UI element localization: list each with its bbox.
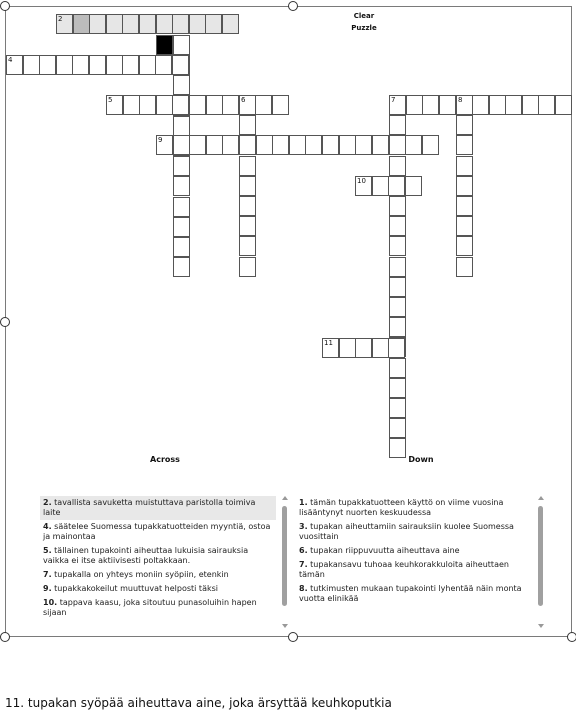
scroll-down-icon[interactable] <box>282 624 288 628</box>
grid-cell[interactable] <box>206 135 223 155</box>
grid-cell[interactable] <box>239 135 256 155</box>
grid-cell[interactable] <box>456 95 473 115</box>
grid-cell[interactable] <box>205 14 222 34</box>
grid-cell[interactable] <box>389 277 406 297</box>
clue-number: 10. <box>43 598 58 607</box>
grid-cell[interactable] <box>139 14 156 34</box>
across-clue[interactable] <box>40 544 276 568</box>
cell-number: 9 <box>158 136 163 144</box>
grid-cell[interactable] <box>272 135 289 155</box>
across-clues-panel <box>40 452 290 632</box>
grid-cell[interactable] <box>456 176 473 196</box>
clue-text: tupakalla on yhteys moniin syöpiin, etenkin <box>54 570 229 579</box>
grid-cell[interactable] <box>156 135 173 155</box>
clue-number: 6. <box>299 546 308 555</box>
grid-cell[interactable] <box>372 338 389 358</box>
grid-cell[interactable] <box>456 216 473 236</box>
grid-cell[interactable] <box>173 35 190 55</box>
cell-number: 6 <box>241 96 246 104</box>
across-title: Across <box>150 455 180 464</box>
resize-handle[interactable] <box>567 632 576 642</box>
grid-cell[interactable] <box>155 55 172 75</box>
grid-cell[interactable] <box>456 196 473 216</box>
clue-text: tällainen tupakointi aiheuttaa lukuisia sairauksia vaikka ei itse aktiivisesti poltakkaan. <box>43 546 249 565</box>
grid-cell[interactable] <box>538 95 555 115</box>
grid-cell[interactable] <box>389 115 406 135</box>
grid-cell[interactable] <box>456 115 473 135</box>
clear-label: Clear <box>353 12 375 20</box>
grid-cell[interactable] <box>355 176 372 196</box>
down-clue-list <box>296 496 546 632</box>
clue-text: tappava kaasu, joka sitoutuu punasoluihin hapen sijaan <box>43 598 257 617</box>
grid-cell[interactable] <box>439 95 456 115</box>
grid-cell[interactable] <box>456 156 473 176</box>
across-clue[interactable] <box>40 596 276 620</box>
clue-number: 8. <box>299 584 308 593</box>
clue-number: 7. <box>43 570 52 579</box>
cell-number: 5 <box>108 96 113 104</box>
down-clue[interactable] <box>296 582 532 606</box>
clue-number: 5. <box>43 546 52 555</box>
grid-cell[interactable] <box>422 95 439 115</box>
grid-cell[interactable] <box>156 14 173 34</box>
grid-cell[interactable] <box>355 135 372 155</box>
grid-cell[interactable] <box>405 176 422 196</box>
grid-cell[interactable] <box>305 135 322 155</box>
cell-number: 2 <box>58 15 63 23</box>
clue-text: tavallista savuketta muistuttava paristolla toimiva laite <box>43 498 256 517</box>
clue-number: 3. <box>299 522 308 531</box>
scroll-thumb[interactable] <box>538 506 543 606</box>
grid-cell[interactable] <box>322 338 339 358</box>
cell-number: 8 <box>458 96 463 104</box>
grid-cell[interactable] <box>389 156 406 176</box>
clue-number: 7. <box>299 560 308 569</box>
grid-cell[interactable] <box>472 95 489 115</box>
grid-cell[interactable] <box>322 135 339 155</box>
grid-cell[interactable] <box>122 55 139 75</box>
clue-text: tupakan aiheuttamiin sairauksiin kuolee Suomessa vuosittain <box>299 522 514 541</box>
down-clues-panel <box>296 452 546 632</box>
clue-number: 1. <box>299 498 308 507</box>
clue-text: säätelee Suomessa tupakkatuotteiden myyntiä, ostoa ja mainontaa <box>43 522 271 541</box>
grid-cell[interactable] <box>173 156 190 176</box>
grid-cell[interactable] <box>522 95 539 115</box>
grid-cell[interactable] <box>122 14 139 34</box>
grid-cell[interactable] <box>173 237 190 257</box>
grid-cell[interactable] <box>89 14 106 34</box>
grid-cell[interactable] <box>389 398 406 418</box>
grid-cell[interactable] <box>389 297 406 317</box>
scroll-thumb[interactable] <box>282 506 287 606</box>
across-clue-list <box>40 496 290 632</box>
grid-cell[interactable] <box>6 55 23 75</box>
grid-cell[interactable] <box>389 257 406 277</box>
grid-cell[interactable] <box>89 55 106 75</box>
scroll-down-icon[interactable] <box>538 624 544 628</box>
grid-cell[interactable] <box>389 135 406 155</box>
grid-cell[interactable] <box>173 75 190 95</box>
grid-cell[interactable] <box>256 135 273 155</box>
grid-cell[interactable] <box>272 95 289 115</box>
grid-cell[interactable] <box>239 156 256 176</box>
grid-cell[interactable] <box>456 135 473 155</box>
grid-cell[interactable] <box>505 95 522 115</box>
grid-cell[interactable] <box>72 55 89 75</box>
grid-cell[interactable] <box>239 236 256 256</box>
grid-cell[interactable] <box>372 135 389 155</box>
grid-cell[interactable] <box>123 95 140 115</box>
clue-number: 9. <box>43 584 52 593</box>
grid-cell[interactable] <box>189 135 206 155</box>
grid-cell[interactable] <box>355 338 372 358</box>
grid-cell[interactable] <box>388 338 405 358</box>
grid-cell[interactable] <box>139 55 156 75</box>
grid-cell[interactable] <box>156 95 173 115</box>
grid-cell[interactable] <box>172 95 189 115</box>
grid-cell[interactable] <box>239 115 256 135</box>
across-clue[interactable] <box>40 582 276 596</box>
grid-cell[interactable] <box>222 135 239 155</box>
grid-cell[interactable] <box>222 14 239 34</box>
grid-cell[interactable] <box>23 55 40 75</box>
clue-number: 2. <box>43 498 52 507</box>
grid-cell[interactable] <box>389 196 406 216</box>
grid-cell[interactable] <box>489 95 506 115</box>
across-clue[interactable] <box>40 520 276 544</box>
grid-cell[interactable] <box>372 176 389 196</box>
grid-cell[interactable] <box>239 216 256 236</box>
grid-cell[interactable] <box>255 95 272 115</box>
down-clue[interactable] <box>296 520 532 544</box>
cell-number: 4 <box>8 56 13 64</box>
down-scrollbar[interactable] <box>536 496 546 628</box>
clue-text: tupakansavu tuhoaa keuhkorakkuloita aiheuttaen tämän <box>299 560 509 579</box>
grid-cell[interactable] <box>239 95 256 115</box>
cell-number: 7 <box>391 96 396 104</box>
grid-cell[interactable] <box>222 95 239 115</box>
grid-cell[interactable] <box>389 378 406 398</box>
bottom-clue-number: 11. <box>5 696 25 710</box>
grid-cell[interactable] <box>56 14 73 34</box>
grid-cell[interactable] <box>173 217 190 237</box>
grid-cell[interactable] <box>206 95 223 115</box>
grid-cell[interactable] <box>389 418 406 438</box>
grid-cell[interactable] <box>173 176 190 196</box>
down-clue[interactable] <box>296 496 532 520</box>
grid-cell[interactable] <box>172 55 189 75</box>
across-scrollbar[interactable] <box>280 496 290 628</box>
grid-cell[interactable] <box>456 236 473 256</box>
clue-text: tämän tupakkatuotteen käyttö on viime vuosina lisääntynyt nuorten keskuudessa <box>299 498 504 517</box>
grid-cell[interactable] <box>156 35 173 55</box>
grid-cell[interactable] <box>189 14 206 34</box>
grid-cell[interactable] <box>139 95 156 115</box>
grid-cell[interactable] <box>106 14 123 34</box>
grid-cell[interactable] <box>389 216 406 236</box>
grid-cell[interactable] <box>406 95 423 115</box>
grid-cell[interactable] <box>388 176 405 196</box>
bottom-clue-text: tupakan syöpää aiheuttava aine, joka ärsyttää keuhkoputkia <box>27 696 392 710</box>
down-clue[interactable] <box>296 558 532 582</box>
grid-cell[interactable] <box>405 135 422 155</box>
cell-number: 10 <box>357 177 366 185</box>
cell-number: 11 <box>324 339 333 347</box>
grid-cell[interactable] <box>389 236 406 256</box>
clue-text: tupakan riippuvuutta aiheuttava aine <box>310 546 460 555</box>
grid-cell[interactable] <box>339 338 356 358</box>
grid-cell[interactable] <box>173 257 190 277</box>
scroll-up-icon[interactable] <box>538 496 544 500</box>
clue-number: 4. <box>43 522 52 531</box>
grid-cell[interactable] <box>172 14 189 34</box>
scroll-up-icon[interactable] <box>282 496 288 500</box>
resize-handle[interactable] <box>0 632 10 642</box>
grid-cell[interactable] <box>56 55 73 75</box>
grid-cell[interactable] <box>389 358 406 378</box>
grid-cell[interactable] <box>239 196 256 216</box>
grid-cell[interactable] <box>389 317 406 337</box>
bottom-clue <box>5 696 392 710</box>
across-clue[interactable] <box>40 568 276 582</box>
grid-cell[interactable] <box>339 135 356 155</box>
grid-cell[interactable] <box>389 95 406 115</box>
grid-cell[interactable] <box>39 55 56 75</box>
puzzle-label: Puzzle <box>351 24 377 32</box>
grid-cell[interactable] <box>106 95 123 115</box>
down-clue[interactable] <box>296 544 532 558</box>
grid-cell[interactable] <box>289 135 306 155</box>
across-clue[interactable] <box>40 496 276 520</box>
clue-text: tutkimusten mukaan tupakointi lyhentää näin monta vuotta elinikää <box>299 584 522 603</box>
grid-cell[interactable] <box>173 135 190 155</box>
down-title: Down <box>408 455 434 464</box>
grid-cell[interactable] <box>73 14 90 34</box>
grid-cell[interactable] <box>173 197 190 217</box>
grid-cell[interactable] <box>422 135 439 155</box>
grid-cell[interactable] <box>239 257 256 277</box>
resize-handle[interactable] <box>288 632 298 642</box>
grid-cell[interactable] <box>173 116 190 136</box>
grid-cell[interactable] <box>239 176 256 196</box>
clue-text: tupakkakokeilut muuttuvat helposti täksi <box>54 584 218 593</box>
grid-cell[interactable] <box>106 55 123 75</box>
grid-cell[interactable] <box>189 95 206 115</box>
grid-cell[interactable] <box>555 95 572 115</box>
grid-cell[interactable] <box>456 257 473 277</box>
